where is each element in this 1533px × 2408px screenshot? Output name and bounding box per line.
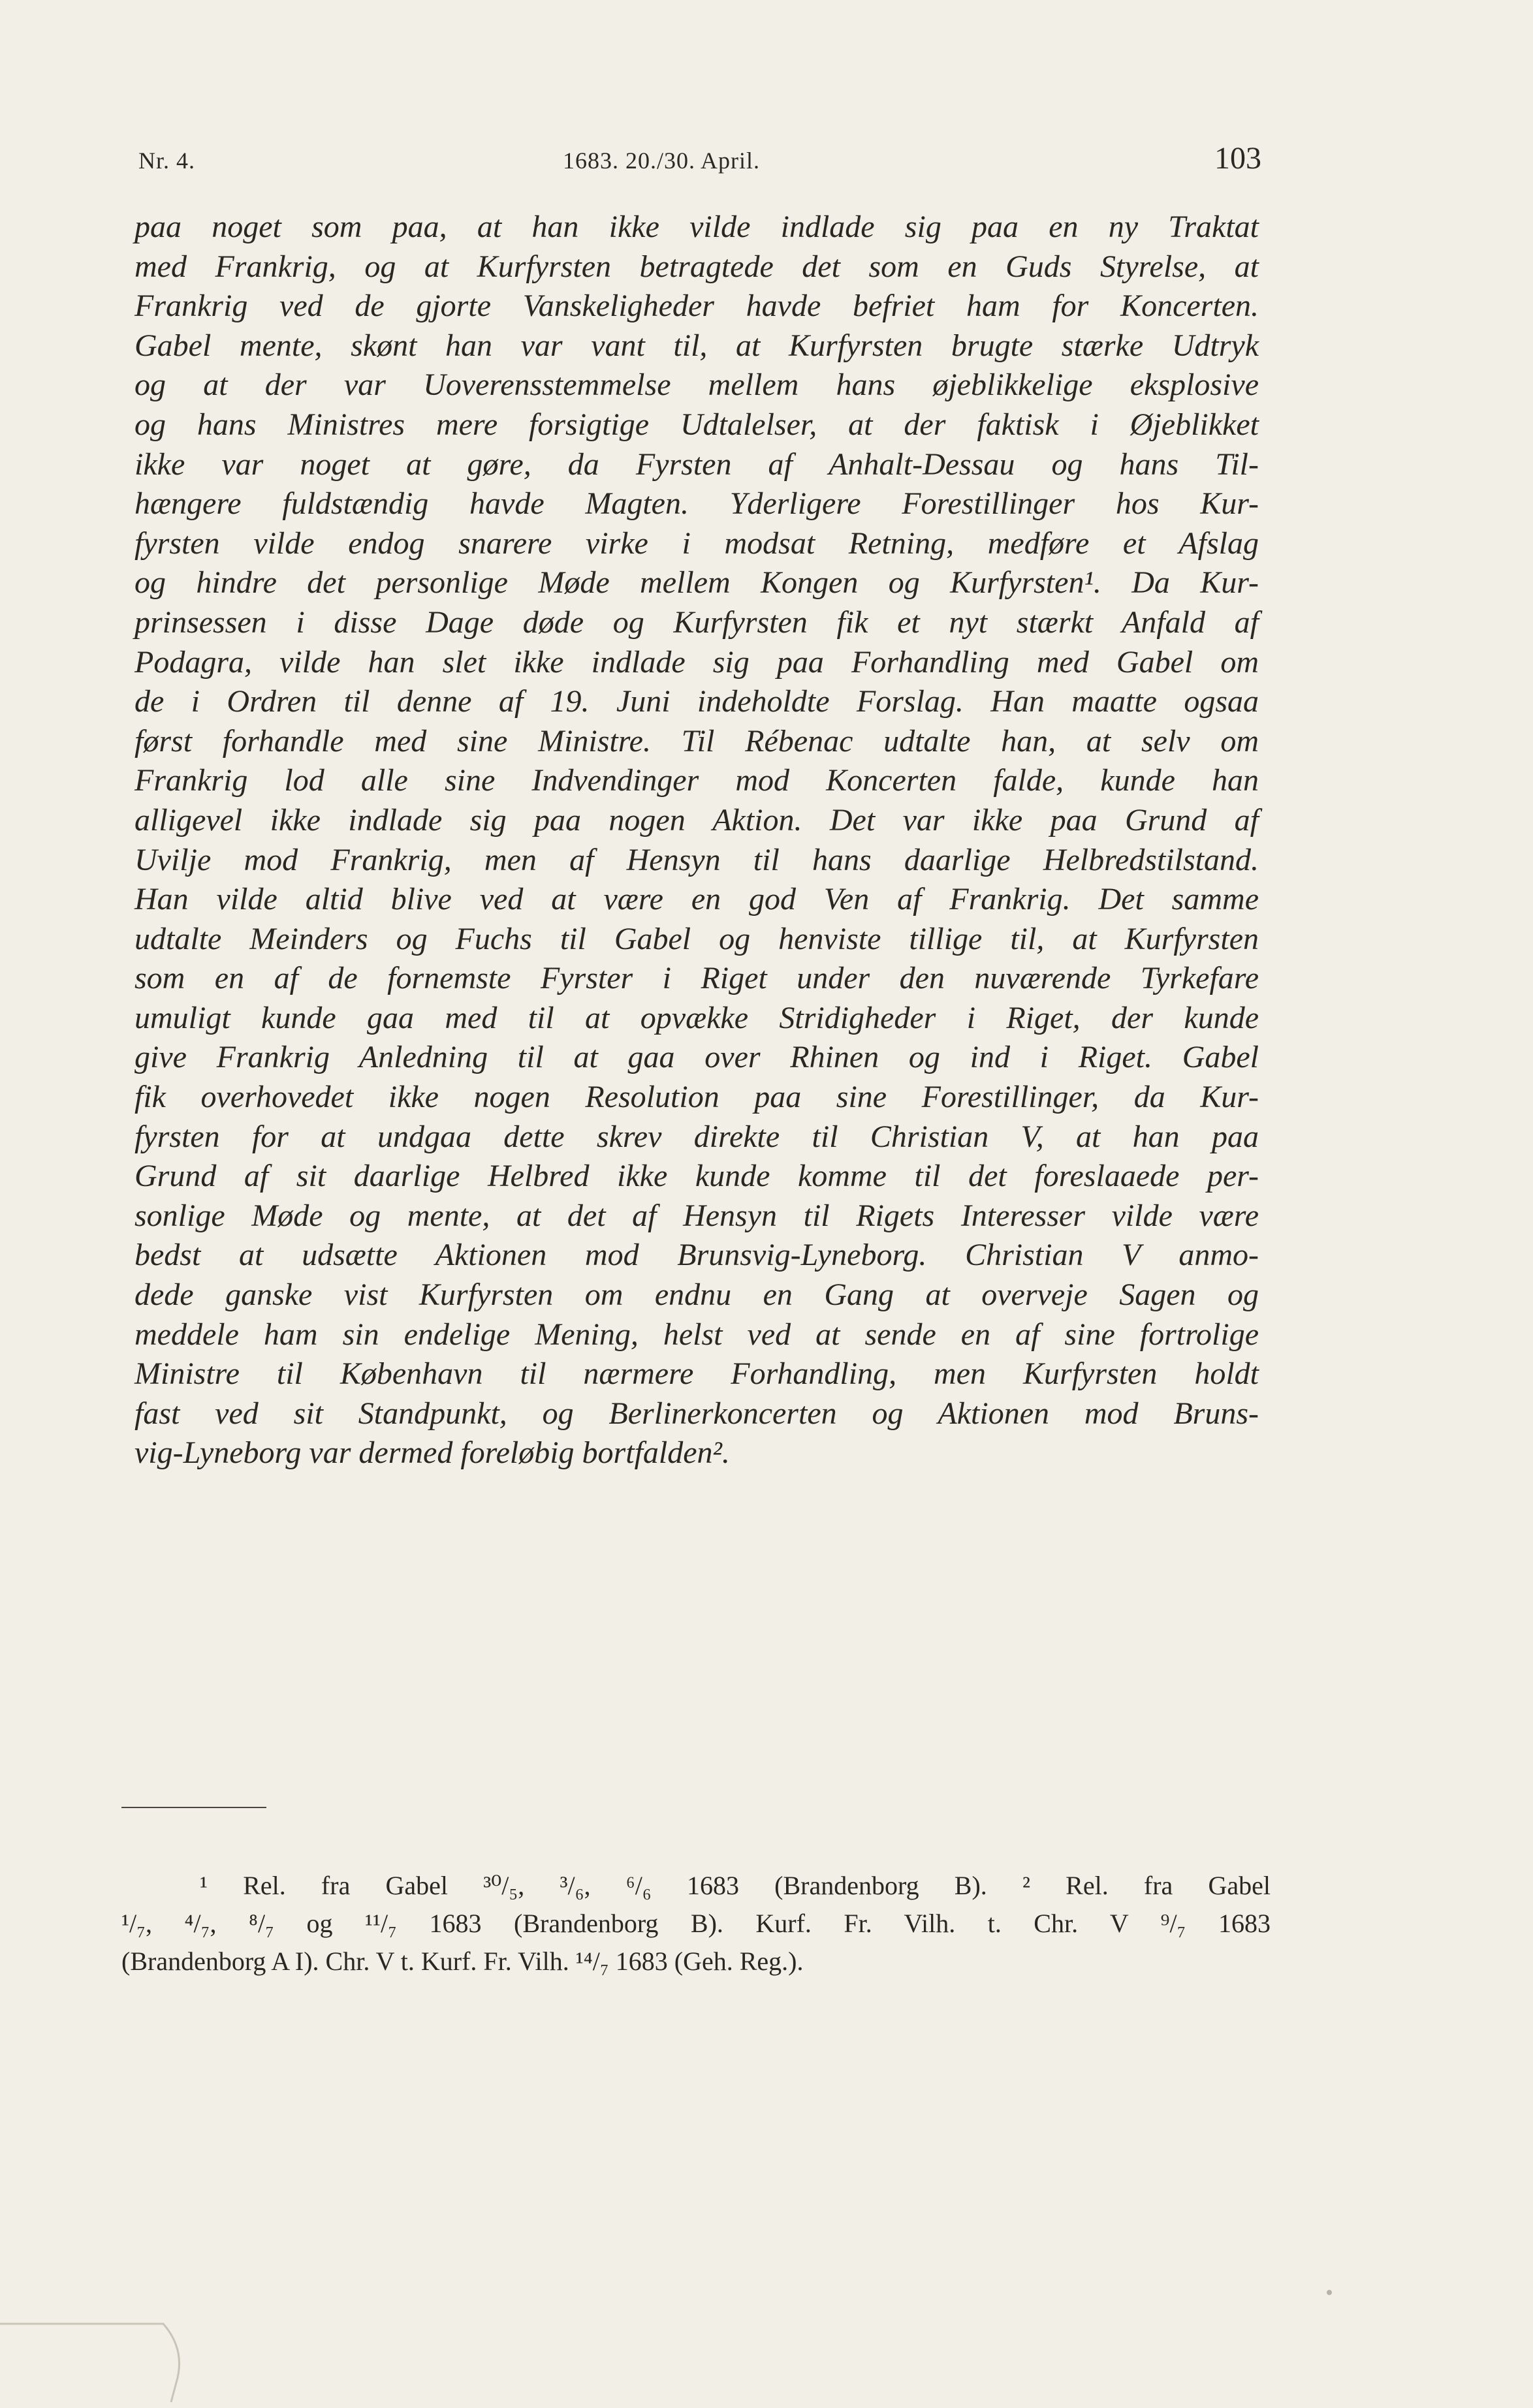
text-line: fik overhovedet ikke nogen Resolution paa sine Forestillinger, da Kur-: [134, 1080, 1259, 1115]
text-line: og hans Ministres mere forsigtige Udtalelser, at der faktisk i Øjeblikket: [134, 407, 1259, 442]
text-line: Frankrig ved de gjorte Vanskeligheder havde befriet ham for Koncerten.: [134, 289, 1259, 324]
footnote-divider: [121, 1807, 266, 1808]
text-line: Frankrig lod alle sine Indvendinger mod Koncerten falde, kunde han: [134, 763, 1259, 798]
text-line: hængere fuldstændig havde Magten. Yderligere Forestillinger hos Kur-: [134, 486, 1259, 522]
text-line: fyrsten vilde endog snarere virke i modsat Retning, medføre et Afslag: [134, 525, 1259, 561]
header-date: 1683. 20./30. April.: [563, 148, 761, 174]
text-line: Ministre til København til nærmere Forhandling, men Kurfyrsten holdt: [134, 1356, 1259, 1392]
text-line: bedst at udsætte Aktionen mod Brunsvig-Lyneborg. Christian V anmo-: [134, 1238, 1259, 1273]
text-line: dede ganske vist Kurfyrsten om endnu en Gang at overveje Sagen og: [134, 1277, 1259, 1313]
text-line: og at der var Uoverensstemmelse mellem hans øjeblikkelige eksplosive: [134, 367, 1259, 403]
running-header: [138, 134, 1261, 180]
main-text: [134, 208, 1259, 1473]
text-line: som en af de fornemste Fyrster i Riget under den nuværende Tyrkefare: [134, 961, 1259, 996]
text-line: Podagra, vilde han slet ikke indlade sig paa Forhandling med Gabel om: [134, 644, 1259, 680]
text-line: alligevel ikke indlade sig paa nogen Aktion. Det var ikke paa Grund af: [134, 802, 1259, 837]
text-line: først forhandle med sine Ministre. Til Rébenac udtalte han, at selv om: [134, 723, 1259, 758]
page-number: 103: [1214, 141, 1261, 176]
footnote-line: ¹ Rel. fra Gabel ³⁰/₅, ³/₆, ⁶/₆ 1683 (Brandenborg B). ² Rel. fra Gabel: [200, 1871, 1271, 1900]
text-line: prinsessen i disse Dage døde og Kurfyrsten fik et nyt stærkt Anfald af: [134, 604, 1259, 640]
footnotes: [121, 1867, 1271, 1980]
text-line: og hindre det personlige Møde mellem Kongen og Kurfyrsten¹. Da Kur-: [134, 565, 1259, 601]
footnote-line: ¹/₇, ⁴/₇, ⁸/₇ og ¹¹/₇ 1683 (Brandenborg B). Kurf. Fr. Vilh. t. Chr. V ⁹/₇ 1683: [121, 1909, 1271, 1938]
text-line: Grund af sit daarlige Helbred ikke kunde komme til det foreslaaede per-: [134, 1159, 1259, 1194]
text-line: sonlige Møde og mente, at det af Hensyn til Rigets Interesser vilde være: [134, 1198, 1259, 1233]
series-number: Nr. 4.: [138, 148, 195, 174]
text-line: umuligt kunde gaa med til at opvække Stridigheder i Riget, der kunde: [134, 1000, 1259, 1035]
page-fold-mark: [0, 2311, 196, 2408]
paper-speck: [1327, 2290, 1332, 2295]
text-line: meddele ham sin endelige Mening, helst ved at sende en af sine fortrolige: [134, 1317, 1259, 1352]
text-line: Gabel mente, skønt han var vant til, at Kurfyrsten brugte stærke Udtryk: [134, 328, 1259, 363]
footnote-line: (Brandenborg A I). Chr. V t. Kurf. Fr. Vilh. ¹⁴/₇ 1683 (Geh. Reg.).: [121, 1947, 804, 1976]
text-line: Uvilje mod Frankrig, men af Hensyn til hans daarlige Helbredstilstand.: [134, 842, 1259, 877]
text-line: vig-Lyneborg var dermed foreløbig bortfalden².: [134, 1435, 730, 1471]
text-line: fast ved sit Standpunkt, og Berlinerkoncerten og Aktionen mod Bruns-: [134, 1396, 1259, 1431]
text-line: udtalte Meinders og Fuchs til Gabel og henviste tillige til, at Kurfyrsten: [134, 921, 1259, 956]
text-line: give Frankrig Anledning til at gaa over Rhinen og ind i Riget. Gabel: [134, 1040, 1259, 1075]
text-line: Han vilde altid blive ved at være en god Ven af Frankrig. Det samme: [134, 882, 1259, 917]
text-line: de i Ordren til denne af 19. Juni indeholdte Forslag. Han maatte ogsaa: [134, 684, 1259, 719]
text-line: ikke var noget at gøre, da Fyrsten af Anhalt-Dessau og hans Til-: [134, 446, 1259, 482]
text-line: med Frankrig, og at Kurfyrsten betragtede det som en Guds Styrelse, at: [134, 249, 1259, 284]
text-line: paa noget som paa, at han ikke vilde indlade sig paa en ny Traktat: [134, 210, 1259, 244]
text-line: fyrsten for at undgaa dette skrev direkte til Christian V, at han paa: [134, 1119, 1259, 1154]
